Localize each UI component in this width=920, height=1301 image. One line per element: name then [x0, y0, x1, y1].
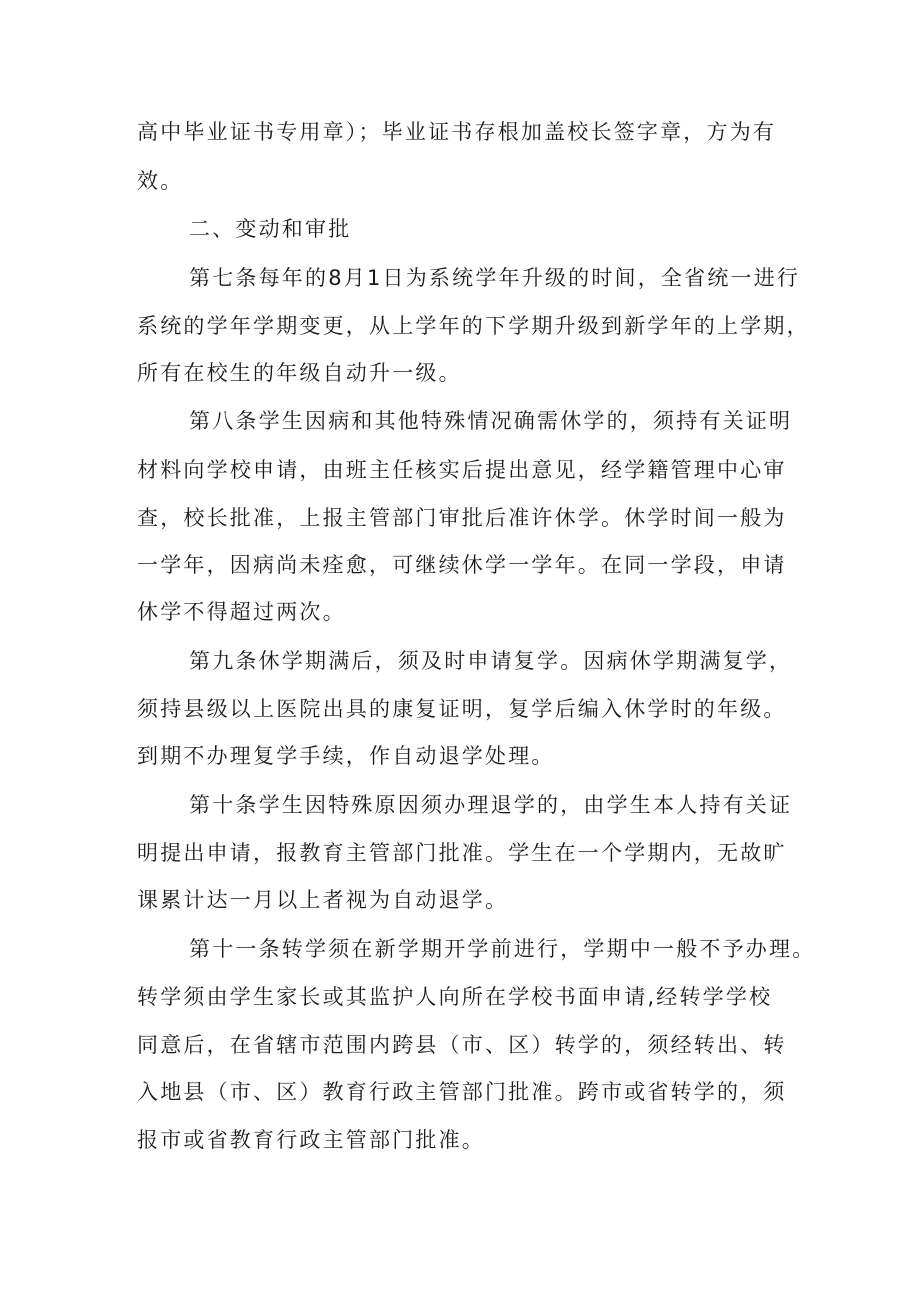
- text-line: 高中毕业证书专用章）；毕业证书存根加盖校长签字章，方为有: [137, 120, 777, 144]
- text-line: 报市或省教育行政主管部门批准。: [137, 1128, 485, 1152]
- text-line: 第十条学生因特殊原因须办理退学的，由学生本人持有关证: [189, 793, 793, 817]
- section-heading: 二、变动和审批: [189, 217, 352, 241]
- text-line: 第十一条转学须在新学期开学前进行，学期中一般不予办理。: [189, 937, 816, 961]
- text-line: 第八条学生因病和其他特殊情况确需休学的，须持有关证明: [189, 409, 793, 433]
- text-line: 课累计达一月以上者视为自动退学。: [137, 888, 509, 912]
- text-line: 转学须由学生家长或其监护人向所在学校书面申请,经转学学校: [137, 985, 773, 1009]
- text-line: 同意后，在省辖市范围内跨县（市、区）转学的，须经转出、转: [137, 1033, 787, 1057]
- text-line: 系统的学年学期变更，从上学年的下学期升级到新学年的上学期，: [137, 314, 810, 338]
- text-line: 明提出申请，报教育主管部门批准。学生在一个学期内，无故旷: [137, 841, 787, 865]
- text-line: 入地县（市、区）教育行政主管部门批准。跨市或省转学的，须: [137, 1080, 787, 1104]
- text-line: 到期不办理复学手续，作自动退学处理。: [137, 744, 555, 768]
- text-line: 休学不得超过两次。: [137, 600, 346, 624]
- text-line: 一学年，因病尚未痊愈，可继续休学一学年。在同一学段，申请: [137, 553, 787, 577]
- text-line: 须持县级以上医院出具的康复证明，复学后编入休学时的年级。: [137, 697, 787, 721]
- text-line: 所有在校生的年级自动升一级。: [137, 361, 462, 385]
- text-line: 效。: [137, 169, 184, 193]
- text-line: 查，校长批准，上报主管部门审批后准许休学。休学时间一般为: [137, 506, 787, 530]
- text-line: 第七条每年的8月1日为系统学年升级的时间，全省统一进行: [189, 266, 801, 290]
- text-line: 材料向学校申请，由班主任核实后提出意见，经学籍管理中心审: [137, 458, 787, 482]
- text-line: 第九条休学期满后，须及时申请复学。因病休学期满复学，: [189, 649, 793, 673]
